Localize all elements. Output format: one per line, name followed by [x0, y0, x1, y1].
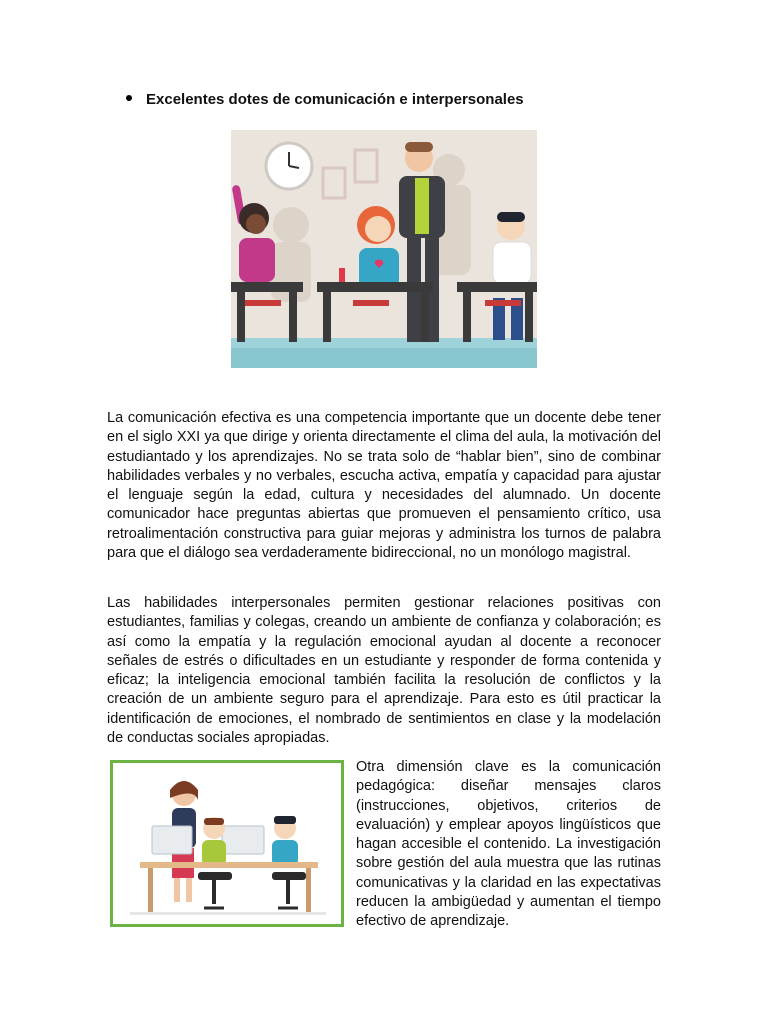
paragraph-3: Otra dimensión clave es la comunicación pedagógica: diseñar mensajes claros (instrucciones, objetivos, criterios de evaluación) y emplear apoyos lingüísticos que hagan accesible el contenido. La investigación sobre gestión del aula muestra que las rutinas comunicativas y la claridad en las expectativas reducen la ambigüedad y aumentan el tiempo efectivo de aprendizaje. [356, 759, 661, 930]
paragraph-1: La comunicación efectiva es una competencia importante que un docente debe tener en el siglo XXI ya que dirige y orienta directamente el clima del aula, la motivación del estudiantado y los aprendizajes. No se trata solo de “hablar bien”, sino de combinar habilidades verbales y no verbales, escucha activa, empatía y capacidad para ajustar el lenguaje según la edad, cultura y necesidades del alumnado. Un docente comunicador hace preguntas abiertas que promueven el pensamiento crítico, usa retroalimentación constructiva para guiar mejoras y administra los turnos de palabra para que el diálogo sea verdaderamente bidireccional, no un monólogo magistral. [107, 410, 661, 562]
paragraph-2: Las habilidades interpersonales permiten gestionar relaciones positivas con estudiantes, familias y colegas, creando un ambiente de confianza y colaboración; es así como la empatía y la regulación emocional ayudan al docente a reconocer señales de estrés o dificultades en un estudiante y responder de forma contenida y eficaz; la inteligencia emocional también facilita la resolución de conflictos y la creación de un ambiente seguro para el aprendizaje. Para esto es útil practicar la identificación de emociones, el nombrado de sentimientos en clase y la modelación de conductas sociales apropiadas. [107, 595, 661, 747]
bullet-icon [126, 95, 132, 101]
bullet-heading [126, 91, 524, 108]
computer-lab-illustration [110, 760, 344, 927]
classroom-illustration [231, 130, 537, 368]
heading-text: Excelentes dotes de comunicación e interpersonales [146, 91, 524, 108]
